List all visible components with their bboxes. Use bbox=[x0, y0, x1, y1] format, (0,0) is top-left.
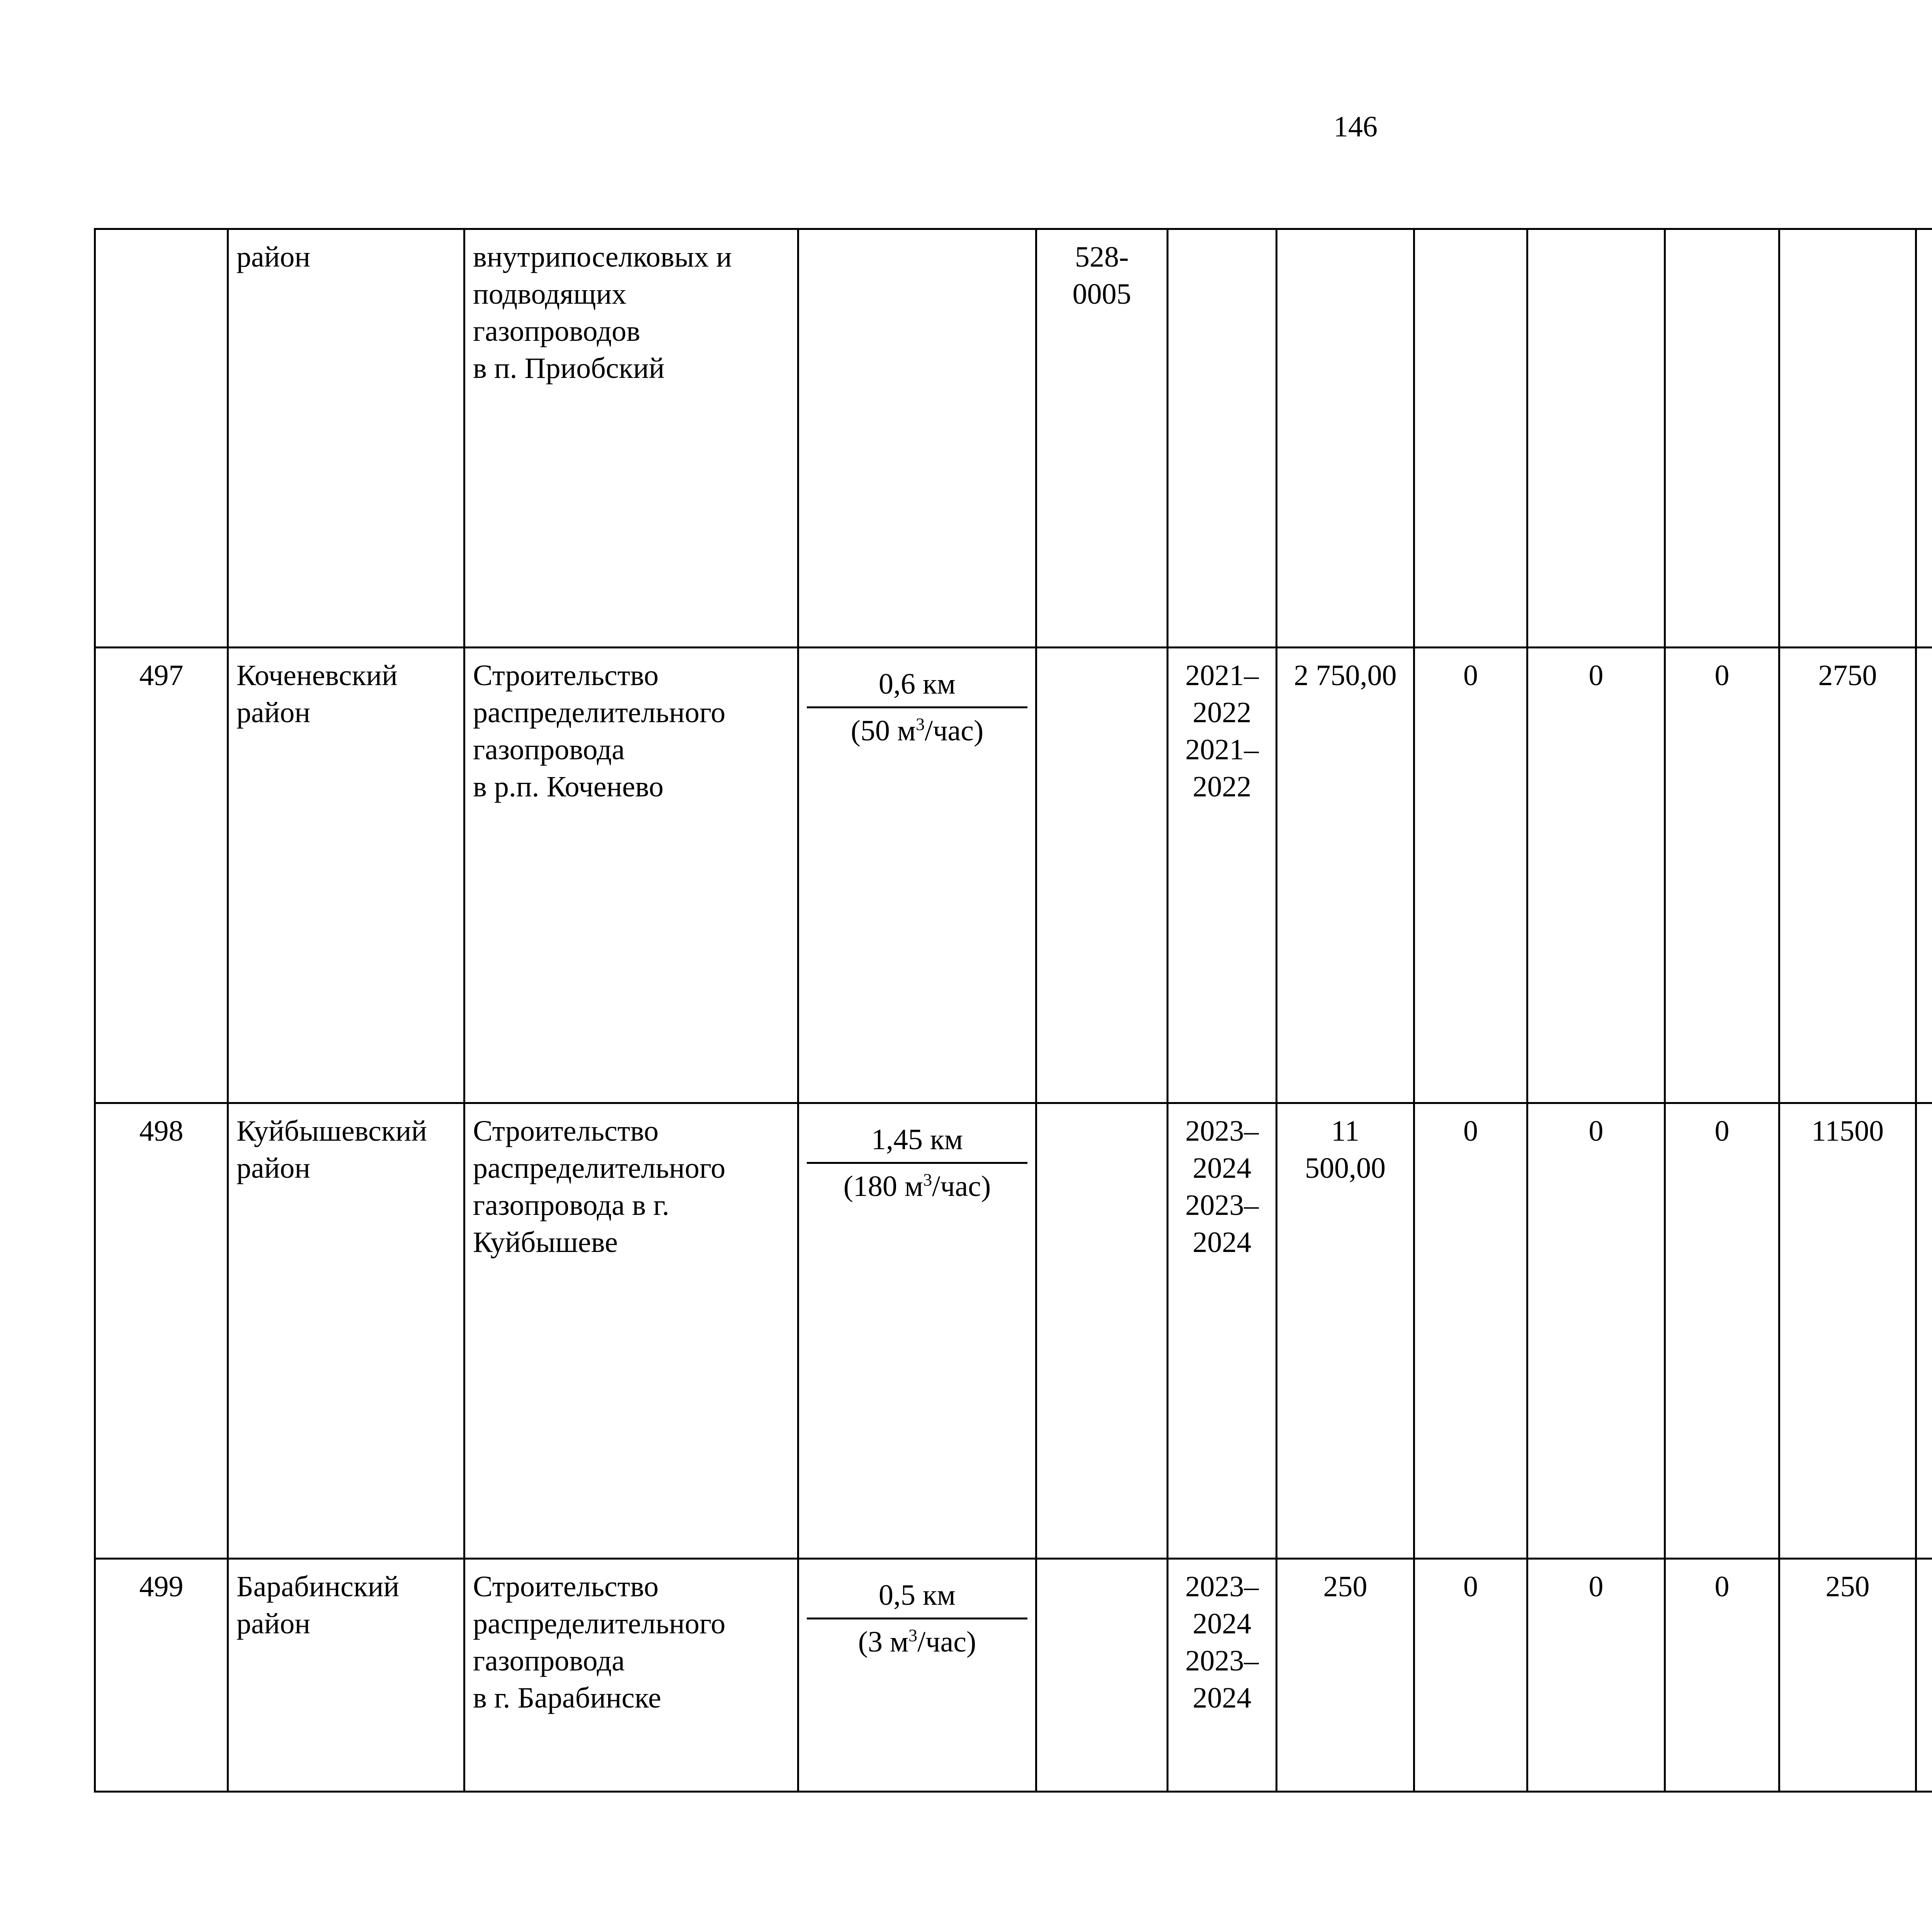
district-cell: Коченевский район bbox=[228, 648, 464, 1103]
district-cell: Куйбышевский район bbox=[228, 1103, 464, 1559]
flow-value: (180 $м^3/час$) bbox=[843, 1170, 991, 1203]
district-cell: район bbox=[228, 229, 464, 648]
flow-value: (3 $м^3/час$) bbox=[858, 1625, 976, 1658]
total-cell: 2 750,00 bbox=[1277, 648, 1414, 1103]
value-2-cell: 0 bbox=[1527, 1103, 1665, 1559]
total-cell: 250 bbox=[1277, 1559, 1414, 1792]
years-cell: 2021– 2022 2021– 2022 bbox=[1168, 648, 1277, 1103]
flow-value: (50 $м^3/час$) bbox=[850, 714, 984, 747]
total-cell bbox=[1277, 229, 1414, 648]
value-4-cell: 11500 bbox=[1779, 1103, 1916, 1559]
value-4-cell: 250 bbox=[1779, 1559, 1916, 1792]
total-cell: 11 500,00 bbox=[1277, 1103, 1414, 1559]
value-2-cell: 0 bbox=[1527, 648, 1665, 1103]
value-4-cell: 2750 bbox=[1779, 648, 1916, 1103]
value-3-cell bbox=[1665, 229, 1779, 648]
table-row bbox=[95, 229, 1932, 648]
length-value: 0,5 км bbox=[807, 1568, 1027, 1619]
code-cell bbox=[1036, 648, 1168, 1103]
row-number: 498 bbox=[95, 1103, 228, 1559]
code-cell bbox=[1036, 1103, 1168, 1559]
organization-cell bbox=[1916, 648, 1932, 1103]
gasification-table bbox=[94, 228, 1932, 1793]
row-number: 497 bbox=[95, 648, 228, 1103]
table-row bbox=[95, 1559, 1932, 1792]
capacity-cell bbox=[798, 1103, 1036, 1559]
capacity-cell bbox=[798, 648, 1036, 1103]
capacity-cell bbox=[798, 229, 1036, 648]
code-cell bbox=[1036, 1559, 1168, 1792]
table-row bbox=[95, 1103, 1932, 1559]
value-3-cell: 0 bbox=[1665, 1103, 1779, 1559]
years-cell: 2023– 2024 2023– 2024 bbox=[1168, 1103, 1277, 1559]
row-number bbox=[95, 229, 228, 648]
length-value: 0,6 км bbox=[807, 657, 1027, 708]
value-1-cell: 0 bbox=[1414, 1103, 1527, 1559]
superscript: 3 bbox=[916, 714, 925, 734]
organization-cell bbox=[1916, 1559, 1932, 1792]
value-3-cell: 0 bbox=[1665, 1559, 1779, 1792]
organization-cell bbox=[1916, 1103, 1932, 1559]
years-cell: 2023– 2024 2023– 2024 bbox=[1168, 1559, 1277, 1792]
value-4-cell bbox=[1779, 229, 1916, 648]
organization-cell bbox=[1916, 229, 1932, 648]
district-cell: Барабинский район bbox=[228, 1559, 464, 1792]
years-cell bbox=[1168, 229, 1277, 648]
superscript: 3 bbox=[923, 1170, 932, 1190]
superscript: 3 bbox=[908, 1625, 918, 1645]
code-cell: 528- 0005 bbox=[1036, 229, 1168, 648]
description-cell: внутрипоселковых и подводящих газопроводов в п. Приобский bbox=[464, 229, 798, 648]
description-cell: Строительство распределительного газопровода в г. Куйбышеве bbox=[464, 1103, 798, 1559]
table-row bbox=[95, 648, 1932, 1103]
page-number: 146 bbox=[1333, 111, 1378, 143]
value-3-cell: 0 bbox=[1665, 648, 1779, 1103]
value-1-cell: 0 bbox=[1414, 648, 1527, 1103]
description-cell: Строительство распределительного газопровода в р.п. Коченево bbox=[464, 648, 798, 1103]
row-number: 499 bbox=[95, 1559, 228, 1792]
value-2-cell bbox=[1527, 229, 1665, 648]
length-value: 1,45 км bbox=[807, 1112, 1027, 1164]
capacity-cell bbox=[798, 1559, 1036, 1792]
value-1-cell bbox=[1414, 229, 1527, 648]
value-2-cell: 0 bbox=[1527, 1559, 1665, 1792]
description-cell: Строительство распределительного газопровода в г. Барабинске bbox=[464, 1559, 798, 1792]
value-1-cell: 0 bbox=[1414, 1559, 1527, 1792]
